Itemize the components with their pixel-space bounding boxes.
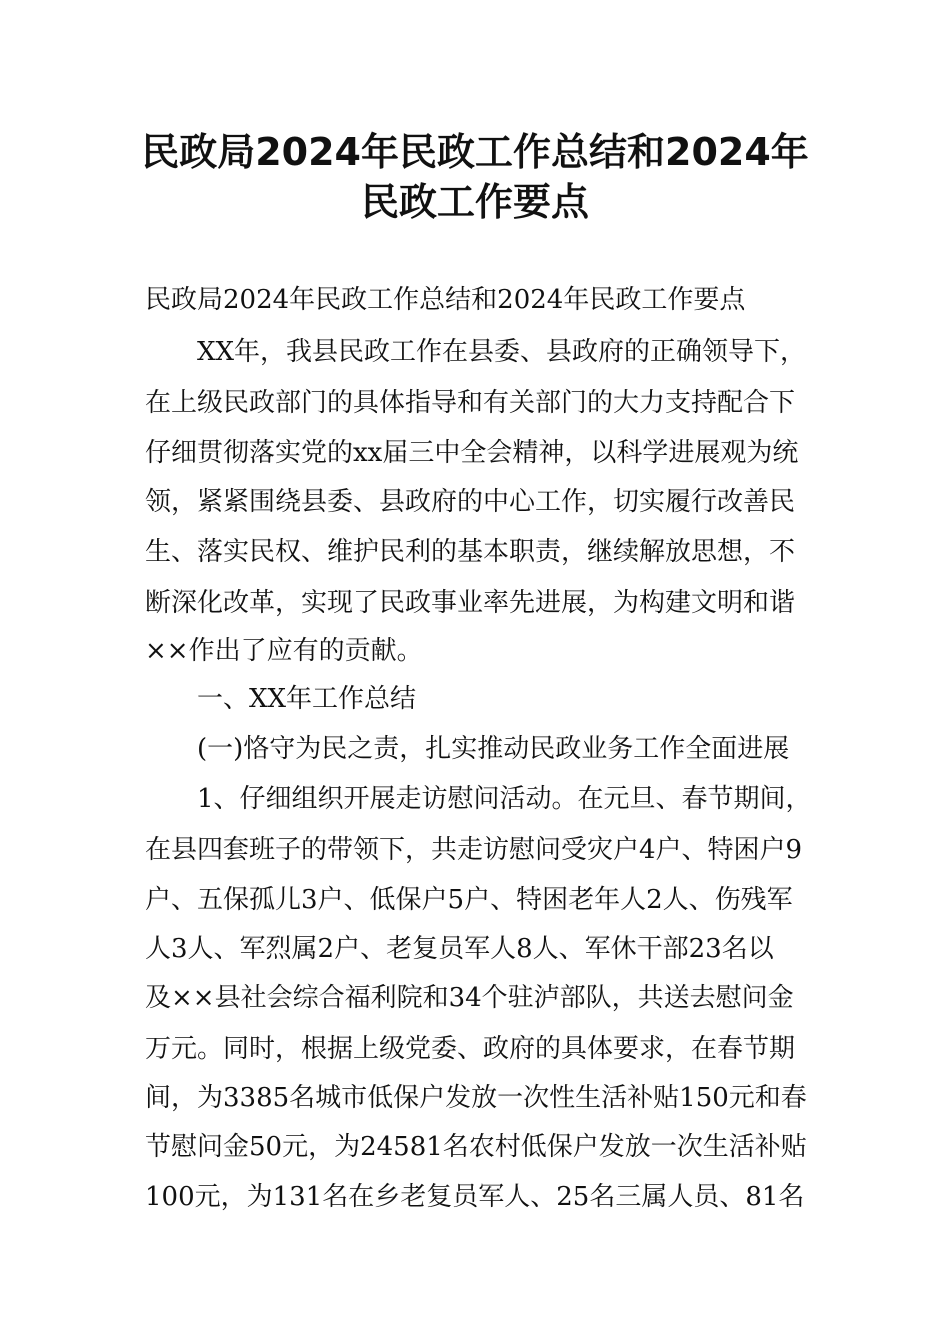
body-line: 间，为3385名城市低保户发放一次性生活补贴150元和春 bbox=[145, 1083, 807, 1113]
body-line: 人3人、军烈属2户、老复员军人8人、军休干部23名以 bbox=[145, 934, 774, 964]
body-line: 1、仔细组织开展走访慰问活动。在元旦、春节期间， bbox=[197, 784, 812, 814]
body-line: 仔细贯彻落实党的xx届三中全会精神，以科学进展观为统 bbox=[145, 438, 799, 468]
body-line: 及××县社会综合福利院和34个驻泸部队，共送去慰问金 bbox=[145, 983, 794, 1013]
body-line: 生、落实民权、维护民利的基本职责，继续解放思想，不 bbox=[145, 537, 796, 567]
document-title-line-1: 民政局2024年民政工作总结和2024年 bbox=[141, 130, 809, 174]
body-line: XX年，我县民政工作在县委、县政府的正确领导下， bbox=[197, 337, 807, 367]
body-line: 万元。同时，根据上级党委、政府的具体要求，在春节期 bbox=[145, 1034, 796, 1064]
body-line: 节慰问金50元，为24581名农村低保户发放一次生活补贴 bbox=[145, 1132, 807, 1162]
body-line: ××作出了应有的贡献。 bbox=[145, 636, 423, 666]
body-line: 100元，为131名在乡老复员军人、25名三属人员、81名 bbox=[145, 1182, 805, 1212]
section-heading: 一、XX年工作总结 bbox=[197, 684, 417, 714]
body-line: 断深化改革，实现了民政事业率先进展，为构建文明和谐 bbox=[145, 588, 796, 618]
document-title-line-2: 民政工作要点 bbox=[360, 180, 589, 224]
subsection-heading: (一)恪守为民之责，扎实推动民政业务工作全面进展 bbox=[197, 734, 790, 764]
body-line: 在县四套班子的带领下，共走访慰问受灾户4户、特困户9 bbox=[145, 835, 803, 865]
body-line: 户、五保孤儿3户、低保户5户、特困老年人2人、伤残军 bbox=[145, 885, 793, 915]
body-line: 在上级民政部门的具体指导和有关部门的大力支持配合下 bbox=[145, 388, 796, 418]
subtitle-line: 民政局2024年民政工作总结和2024年民政工作要点 bbox=[145, 285, 746, 315]
body-line: 领，紧紧围绕县委、县政府的中心工作，切实履行改善民 bbox=[145, 487, 796, 517]
